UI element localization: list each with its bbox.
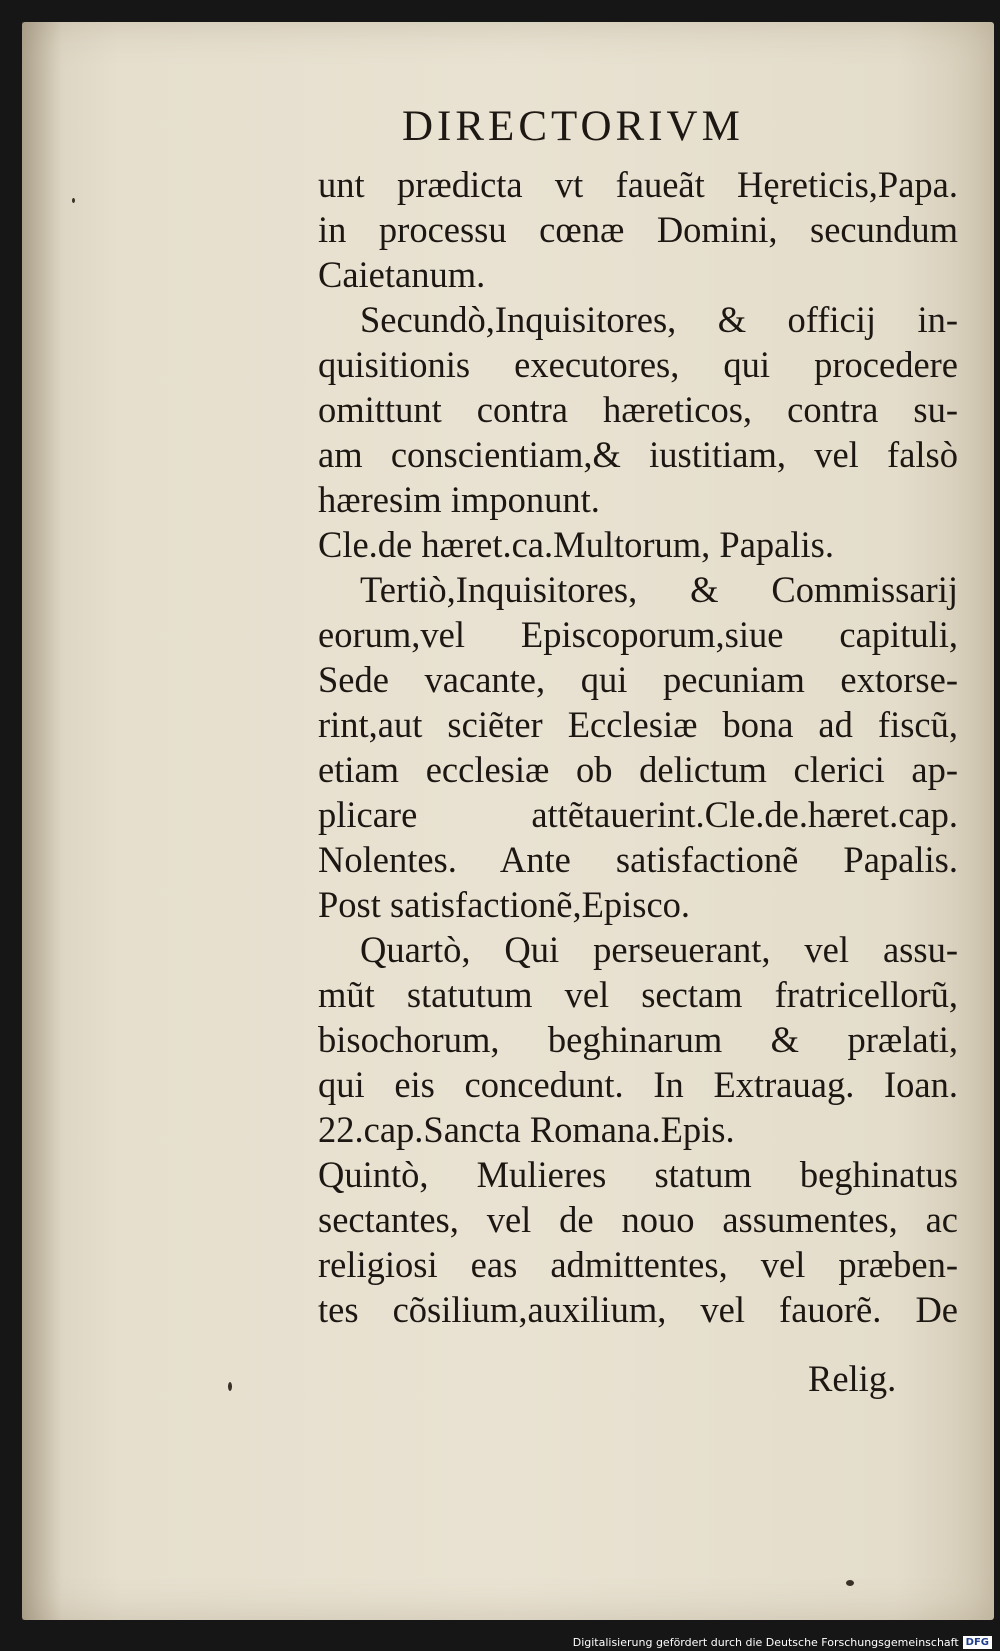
text-line: tes cõsilium,auxilium, vel fauorẽ. De bbox=[318, 1289, 958, 1330]
text-line: omittunt contra hæreticos, contra su- bbox=[318, 389, 958, 430]
text-line: Post satisfactionẽ,Episco. bbox=[318, 884, 691, 925]
digitization-footer bbox=[573, 1636, 992, 1649]
text-line: eorum,vel Episcoporum,siue capituli, bbox=[318, 614, 958, 655]
text-line: quisitionis executores, qui procedere bbox=[318, 344, 958, 385]
text-line: rint,aut sciẽter Ecclesiæ bona ad fiscũ, bbox=[318, 704, 958, 745]
body-text bbox=[318, 162, 958, 1332]
text-line: qui eis concedunt. In Extrauag. Ioan. bbox=[318, 1064, 958, 1105]
ink-speck bbox=[846, 1580, 854, 1586]
dfg-logo: DFG bbox=[963, 1636, 992, 1649]
page-gutter-shadow bbox=[22, 22, 62, 1620]
ink-speck bbox=[228, 1382, 232, 1391]
footer-credit: Digitalisierung gefördert durch die Deutsche Forschungsgemeinschaft bbox=[572, 1636, 959, 1649]
text-line: in processu cœnæ Domini, secundum bbox=[318, 209, 958, 250]
text-line: unt prædicta vt faueãt Hęreticis,Papa. bbox=[318, 164, 958, 205]
text-line: etiam ecclesiæ ob delictum clerici ap- bbox=[318, 749, 958, 790]
text-line: hæresim imponunt. bbox=[318, 479, 600, 520]
text-line: Cle.de hæret.ca.Multorum, Papalis. bbox=[318, 524, 834, 565]
text-line: Secundò,Inquisitores, & officij in- bbox=[360, 299, 958, 340]
text-line: Sede vacante, qui pecuniam extorse- bbox=[318, 659, 958, 700]
running-head: DIRECTORIVM bbox=[402, 103, 744, 150]
text-line: Nolentes. Ante satisfactionẽ Papalis. bbox=[318, 839, 958, 880]
text-line: mũt statutum vel sectam fratricellorũ, bbox=[318, 974, 958, 1015]
book-page bbox=[22, 22, 994, 1620]
text-line: plicare attẽtauerint.Cle.de.hæret.cap. bbox=[318, 794, 958, 835]
text-line: Caietanum. bbox=[318, 254, 486, 295]
text-line: sectantes, vel de nouo assumentes, ac bbox=[318, 1199, 958, 1240]
text-line: 22.cap.Sancta Romana.Epis. bbox=[318, 1109, 735, 1150]
text-line: Quintò, Mulieres statum beghinatus bbox=[318, 1154, 958, 1195]
ink-speck bbox=[72, 198, 75, 203]
text-line: Tertiò,Inquisitores, & Commissarij bbox=[360, 569, 958, 610]
text-line: Quartò, Qui perseuerant, vel assu- bbox=[360, 929, 958, 970]
text-line: bisochorum, beghinarum & prælati, bbox=[318, 1019, 958, 1060]
text-line: am conscientiam,& iustitiam, vel falsò bbox=[318, 434, 958, 475]
catchword: Relig. bbox=[808, 1358, 897, 1399]
text-line: religiosi eas admittentes, vel præben- bbox=[318, 1244, 958, 1285]
